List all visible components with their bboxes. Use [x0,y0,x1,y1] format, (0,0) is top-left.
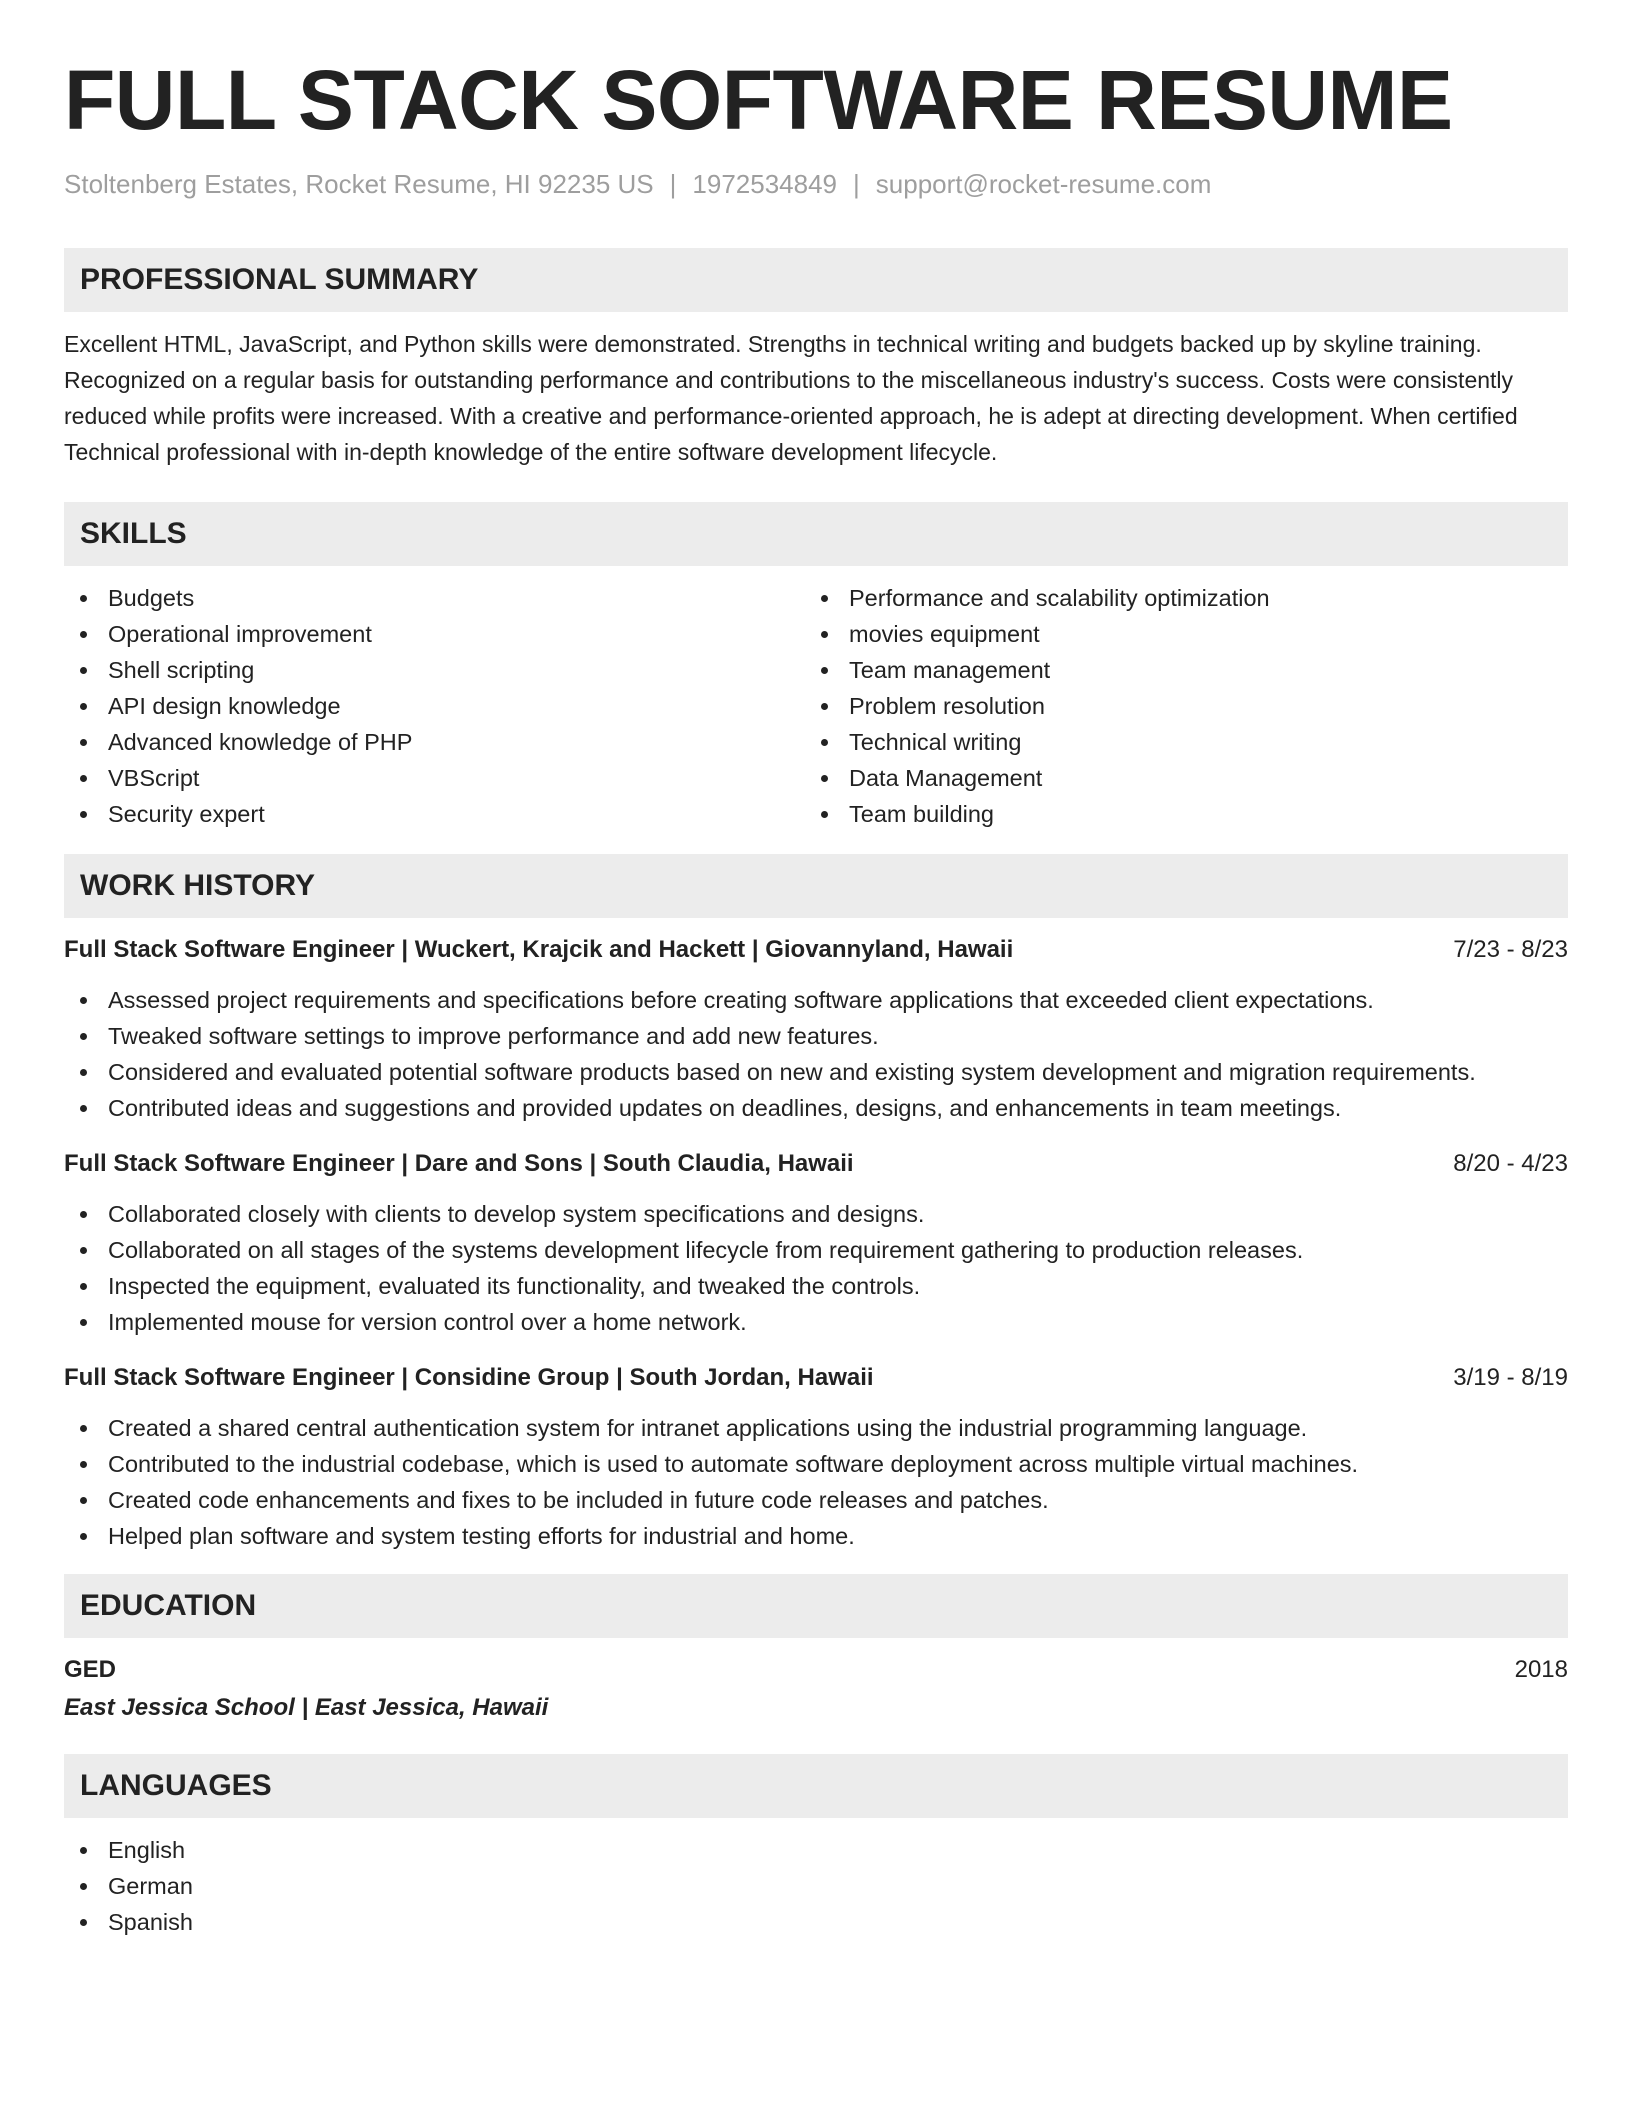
job-bullet: Contributed ideas and suggestions and provided updates on deadlines, designs, and enhancements in team meetings. [64,1090,1568,1126]
skills-column-left [64,580,805,832]
job-entry [64,1146,1568,1340]
contact-address: Stoltenberg Estates, Rocket Resume, HI 92235 US [64,169,654,199]
education-year: 2018 [1514,1656,1568,1683]
job-bullet: Contributed to the industrial codebase, which is used to automate software deployment across multiple virtual machines. [64,1446,1568,1482]
language-item: Spanish [64,1904,1568,1940]
section-header-work-history [64,854,1568,918]
contact-line [64,168,1568,200]
contact-phone: 1972534849 [692,169,838,199]
job-dates: 8/20 - 4/23 [1453,1150,1568,1177]
skill-item: Team management [805,652,1546,688]
education-entry [64,1652,1568,1728]
job-bullet: Created a shared central authentication system for intranet applications using the industrial programming language. [64,1410,1568,1446]
resume-title: FULL STACK SOFTWARE RESUME [64,53,1453,147]
job-bullets [64,1410,1568,1554]
skill-item: VBScript [64,760,805,796]
contact-separator: | [669,169,677,199]
job-dates: 3/19 - 8/19 [1453,1364,1568,1391]
skills-list [64,580,1568,832]
language-item: German [64,1868,1568,1904]
job-header [64,1360,1568,1396]
section-title: SKILLS [80,517,187,550]
summary-text: Excellent HTML, JavaScript, and Python skills were demonstrated. Strengths in technical writing and budgets backed up by skyline training. Recognized on a regular basis for outstanding performance and contributions to the miscellaneous industry's success. Costs were consistently reduced while profits were increased. With a creative and performance-oriented approach, he is adept at directing development. When certified Technical professional with in-depth knowledge of the entire software development lifecycle. [64,331,1518,465]
job-bullet: Tweaked software settings to improve performance and add new features. [64,1018,1568,1054]
job-title: Full Stack Software Engineer | Considine Group | South Jordan, Hawaii [64,1364,874,1391]
skill-item: Operational improvement [64,616,805,652]
job-title: Full Stack Software Engineer | Dare and Sons | South Claudia, Hawaii [64,1150,854,1177]
skill-item: Shell scripting [64,652,805,688]
education-header [64,1652,1568,1688]
section-title: PROFESSIONAL SUMMARY [80,263,479,296]
contact-separator: | [853,169,860,199]
education-school: East Jessica School | East Jessica, Hawaii [64,1694,549,1721]
skill-item: Advanced knowledge of PHP [64,724,805,760]
job-bullet: Assessed project requirements and specifications before creating software applications that exceeded client expectations. [64,982,1568,1018]
education-degree: GED [64,1656,117,1683]
job-bullet: Considered and evaluated potential software products based on new and existing system development and migration requirements. [64,1054,1568,1090]
skills-column-right [805,580,1546,832]
job-header [64,932,1568,968]
job-bullets [64,982,1568,1126]
job-bullet: Created code enhancements and fixes to be included in future code releases and patches. [64,1482,1568,1518]
skill-item: Technical writing [805,724,1546,760]
skill-item: movies equipment [805,616,1546,652]
skill-item: Problem resolution [805,688,1546,724]
job-entry [64,1360,1568,1554]
job-bullet: Helped plan software and system testing efforts for industrial and home. [64,1518,1568,1554]
skill-item: Team building [805,796,1546,832]
job-dates: 7/23 - 8/23 [1453,936,1568,963]
languages-list [64,1832,1568,1940]
job-header [64,1146,1568,1182]
section-header-skills [64,502,1568,566]
skill-item: Performance and scalability optimization [805,580,1546,616]
skill-item: Data Management [805,760,1546,796]
section-title: LANGUAGES [80,1769,272,1802]
section-header-summary [64,248,1568,312]
skill-item: API design knowledge [64,688,805,724]
job-bullet: Implemented mouse for version control over a home network. [64,1304,1568,1340]
skill-item: Budgets [64,580,805,616]
job-title: Full Stack Software Engineer | Wuckert, Krajcik and Hackett | Giovannyland, Hawaii [64,936,1014,963]
section-title: EDUCATION [80,1589,257,1622]
job-bullet: Inspected the equipment, evaluated its functionality, and tweaked the controls. [64,1268,1568,1304]
skill-item: Security expert [64,796,805,832]
job-entry [64,932,1568,1126]
section-header-education [64,1574,1568,1638]
language-item: English [64,1832,1568,1868]
job-bullet: Collaborated closely with clients to develop system specifications and designs. [64,1196,1568,1232]
job-bullets [64,1196,1568,1340]
section-title: WORK HISTORY [80,869,316,902]
job-bullet: Collaborated on all stages of the systems development lifecycle from requirement gathering to production releases. [64,1232,1568,1268]
section-header-languages [64,1754,1568,1818]
contact-email: support@rocket-resume.com [875,169,1212,199]
